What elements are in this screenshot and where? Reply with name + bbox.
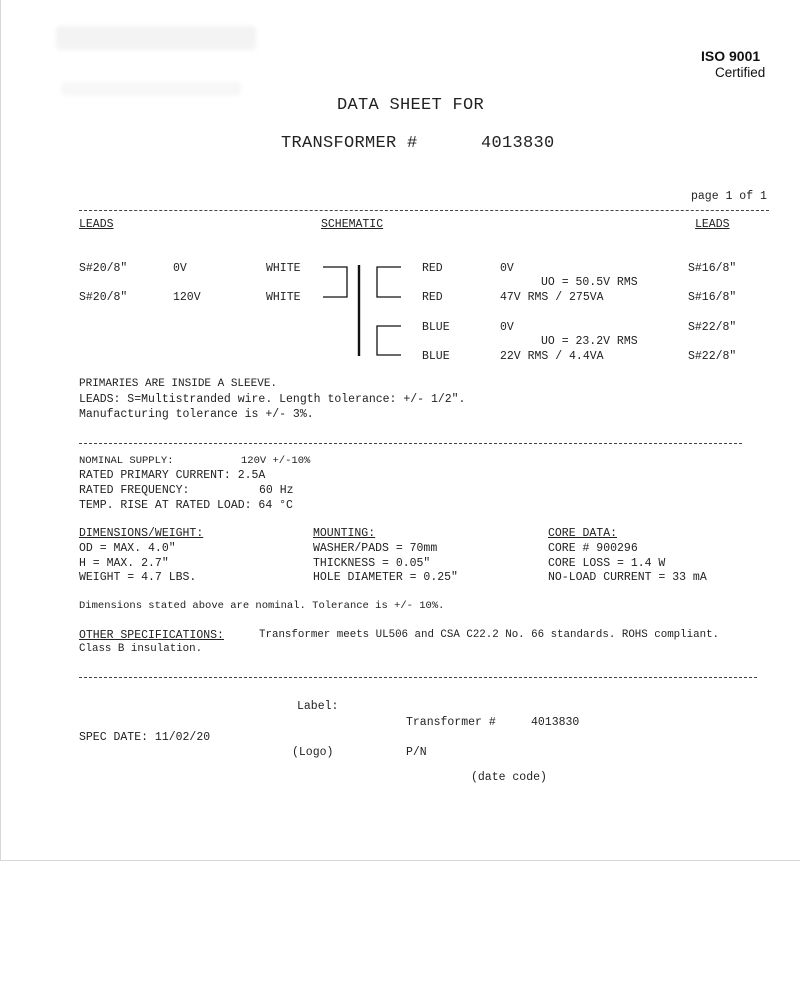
- secondary-lead-1: S#16/8": [688, 262, 737, 275]
- transformer-part-number: 4013830: [481, 134, 555, 153]
- rated-frequency-value: 60 Hz: [259, 484, 294, 497]
- mounting-washer: WASHER/PADS = 70mm: [313, 542, 438, 555]
- label-date-code: (date code): [471, 771, 547, 784]
- nominal-supply-value: 120V +/-10%: [241, 455, 311, 467]
- uo-value-1: UO = 50.5V RMS: [541, 276, 638, 289]
- secondary-lead-3: S#22/8": [688, 321, 737, 334]
- nominal-supply-label: NOMINAL SUPPLY:: [79, 455, 174, 467]
- label-heading: Label:: [297, 700, 339, 713]
- uo-value-2: UO = 23.2V RMS: [541, 335, 638, 348]
- secondary-color-1: RED: [422, 262, 443, 275]
- label-logo: (Logo): [292, 746, 334, 759]
- core-no-load-current: NO-LOAD CURRENT = 33 mA: [548, 571, 707, 584]
- primary-color-2: WHITE: [266, 291, 301, 304]
- dimension-weight: WEIGHT = 4.7 LBS.: [79, 571, 197, 584]
- primary-color-1: WHITE: [266, 262, 301, 275]
- rated-frequency-label: RATED FREQUENCY:: [79, 484, 190, 497]
- transformer-label: TRANSFORMER #: [281, 134, 418, 153]
- other-specs-text: Transformer meets UL506 and CSA C22.2 No. 66 standards. ROHS compliant.: [259, 629, 720, 641]
- iso-title: ISO 9001: [701, 48, 761, 64]
- label-pn: P/N: [406, 746, 427, 759]
- secondary-color-2: RED: [422, 291, 443, 304]
- dimensions-note: Dimensions stated above are nominal. Tolerance is +/- 10%.: [79, 600, 445, 612]
- secondary-value-2: 47V RMS / 275VA: [500, 291, 604, 304]
- secondary-value-3: 0V: [500, 321, 514, 334]
- divider-line: [79, 443, 742, 444]
- label-transformer: Transformer #: [406, 716, 496, 729]
- spec-date: SPEC DATE: 11/02/20: [79, 731, 211, 744]
- leads-left-header: LEADS: [79, 218, 114, 231]
- primary-voltage-1: 0V: [173, 262, 187, 275]
- document-title: DATA SHEET FOR: [337, 96, 485, 115]
- primary-lead-2: S#20/8": [79, 291, 128, 304]
- mounting-thickness: THICKNESS = 0.05": [313, 557, 431, 570]
- page-indicator: page 1 of 1: [691, 190, 767, 203]
- core-loss: CORE LOSS = 1.4 W: [548, 557, 666, 570]
- secondary-value-4: 22V RMS / 4.4VA: [500, 350, 604, 363]
- mounting-title: MOUNTING:: [313, 527, 376, 540]
- leads-right-header: LEADS: [695, 218, 730, 231]
- primary-lead-1: S#20/8": [79, 262, 128, 275]
- other-specs-insulation: Class B insulation.: [79, 643, 203, 655]
- other-specs-title: OTHER SPECIFICATIONS:: [79, 629, 224, 642]
- note-leads: LEADS: S=Multistranded wire. Length tolerance: +/- 1/2".: [79, 393, 466, 406]
- dimensions-title: DIMENSIONS/WEIGHT:: [79, 527, 204, 540]
- primary-voltage-2: 120V: [173, 291, 201, 304]
- rated-primary-current: RATED PRIMARY CURRENT: 2.5A: [79, 469, 266, 482]
- mounting-hole: HOLE DIAMETER = 0.25": [313, 571, 458, 584]
- secondary-color-4: BLUE: [422, 350, 450, 363]
- core-title: CORE DATA:: [548, 527, 618, 540]
- dimension-od: OD = MAX. 4.0": [79, 542, 176, 555]
- temp-rise: TEMP. RISE AT RATED LOAD: 64 °C: [79, 499, 293, 512]
- note-sleeve: PRIMARIES ARE INSIDE A SLEEVE.: [79, 378, 278, 390]
- blurred-company-address: [61, 82, 241, 96]
- transformer-schematic: [301, 255, 421, 365]
- secondary-color-3: BLUE: [422, 321, 450, 334]
- dimension-h: H = MAX. 2.7": [79, 557, 169, 570]
- secondary-lead-4: S#22/8": [688, 350, 737, 363]
- label-part-number: 4013830: [531, 716, 580, 729]
- secondary-lead-2: S#16/8": [688, 291, 737, 304]
- iso-subtitle: Certified: [715, 65, 766, 80]
- note-tolerance: Manufacturing tolerance is +/- 3%.: [79, 408, 314, 421]
- core-number: CORE # 900296: [548, 542, 638, 555]
- divider-line: [79, 677, 757, 678]
- divider-line: [79, 210, 769, 211]
- schematic-header: SCHEMATIC: [321, 218, 384, 231]
- blurred-company-logo: [56, 26, 256, 50]
- secondary-value-1: 0V: [500, 262, 514, 275]
